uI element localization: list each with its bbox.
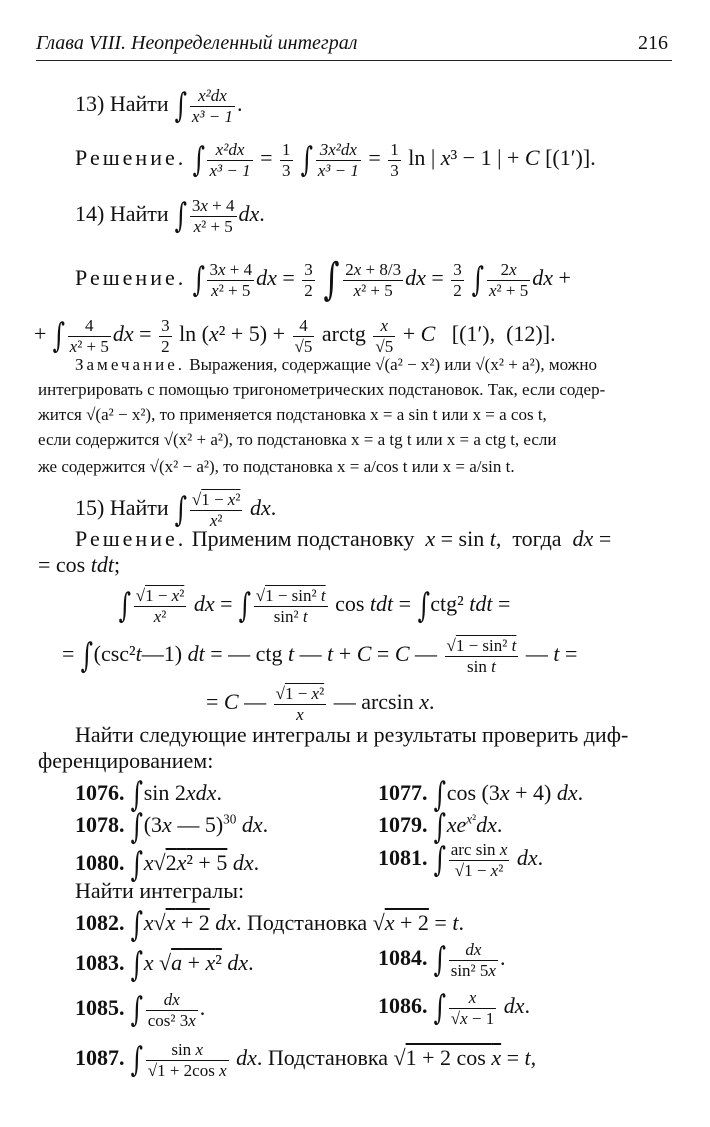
exercise-number: 1081. (378, 845, 428, 871)
chapter-title: Глава VIII. Неопределенный интеграл (36, 32, 358, 54)
remark-label: Замечание. (75, 355, 186, 374)
integral-sign: ∫ (192, 260, 205, 300)
remark-line-3: жится √(a² − x²), то применяется подстановка x = a sin t или x = a cos t, (38, 405, 547, 424)
integral-sign: ∫ (130, 990, 144, 1031)
exercise-1081: 1081. ∫ $\frac{\text{arc sin x}}{\text{√1 − x²}}$ dx. (378, 840, 544, 881)
equation-line-3: = C — $\frac{\text{√1 − x²}}{x}$ — arcsin x. (206, 684, 435, 724)
integral-sign: ∫ (130, 807, 144, 847)
fraction: $\frac{2x}{\text{x² + 5}}$ (488, 259, 529, 300)
integral-sign: ∫ (417, 586, 430, 627)
fraction: $\frac{dx}{\text{sin² 5x}}$ (450, 940, 496, 980)
fraction: $\frac{1}{3}$ (390, 140, 399, 180)
exercise-1087: 1087. ∫ $\frac{\text{sin x}}{\text{√1 + 2cos x}}$ dx. Подстановка √1 + 2 cos x = t, (75, 1040, 537, 1081)
integral-sign: ∫ (238, 586, 252, 627)
problem-14-label: 14) Найти (75, 201, 169, 227)
problem-13-solution: Решение. ∫ $\frac{\text{x²dx}}{\text{x³ − 1}}$ = $\frac{1}{3}$ ∫ $\frac{\text{3x²dx}}{\text{x³ − 1}}$ = $\frac{1}{3}$ ln | x³ − 1 | + C [(1′)]. (75, 140, 596, 181)
integral-sign: ∫ (118, 586, 132, 627)
fraction: $\frac{\text{√1 − x²}}{\text{x²}}$ (191, 490, 241, 530)
integral-sign: ∫ (52, 316, 65, 357)
problem-15: 15) Найти ∫ $\frac{\text{√1 − x²}}{\text{x²}}$ dx. (75, 490, 277, 531)
equation-line-2: = ∫(csc²t—1) dt = — ctg t — t + C = C — $\frac{\text{√1 − sin² t}}{\text{sin t}}$ — t = (62, 636, 578, 677)
exercises-intro-2: ференцированием: (38, 748, 214, 773)
fraction: $\frac{\text{x²dx}}{\text{x³ − 1}}$ (191, 86, 233, 126)
exercise-1084: 1084. ∫ $\frac{dx}{\text{sin² 5x}}$ . (378, 940, 506, 981)
integral-sign: ∫ (174, 86, 188, 127)
exercises-intro-3: Найти интегралы: (75, 878, 245, 903)
solution-label: Решение. (75, 145, 187, 171)
fraction: $\frac{\text{arc sin x}}{\text{√1 − x²}}$ (450, 840, 508, 880)
exercise-number: 1079. (378, 812, 428, 838)
fraction: $\frac{3x + 4}{\text{x² + 5}}$ (209, 259, 253, 300)
exercise-number: 1086. (378, 993, 428, 1019)
integral-sign: ∫ (471, 260, 485, 300)
integral-sign: ∫ (130, 945, 144, 985)
problem-14-solution: Решение. ∫ $\frac{3x + 4}{\text{x² + 5}}$ dx = $\frac{3}{2}$ ∫ $\frac{2x + 8/3}{\text{x² + 5}}$ dx = $\frac{3}{2}$ ∫ $\frac{2x}{\text{x² + 5}}$ dx + (75, 254, 571, 305)
fraction: $\frac{2x + 8/3}{\text{x² + 5}}$ (345, 259, 402, 300)
solution-text: Применим подстановку (191, 526, 415, 551)
solution-label: Решение. (75, 265, 187, 291)
exercise-number: 1085. (75, 995, 125, 1021)
integral-sign: ∫ (192, 140, 205, 181)
remark-line-1 (75, 356, 597, 373)
exercise-1082: 1082. ∫x√x + 2 dx. Подстановка √x + 2 = t. (75, 905, 464, 945)
integral-sign: ∫ (433, 807, 447, 847)
integral-sign: ∫ (130, 845, 144, 885)
fraction: $\frac{4}{√5}$ (294, 316, 313, 356)
exercise-1078: 1078. ∫(3x — 5)$^{30}$ dx. (75, 807, 269, 847)
fraction: $\frac{\text{3x²dx}}{\text{x³ − 1}}$ (317, 140, 359, 180)
exercise-number: 1080. (75, 850, 125, 876)
integral-sign: ∫ (323, 254, 340, 305)
exercise-1083: 1083. ∫x √a + x² dx. (75, 945, 254, 985)
exercise-number: 1078. (75, 812, 125, 838)
exercise-number: 1076. (75, 780, 125, 806)
fraction: $\frac{\text{√1 − sin² t}}{\text{sin t}}$ (446, 636, 517, 676)
running-header (36, 30, 672, 61)
exercise-1077: 1077. ∫cos (3x + 4) dx. (378, 775, 584, 815)
integral-sign: ∫ (433, 940, 447, 981)
integral-sign: ∫ (80, 636, 93, 677)
fraction: $\frac{3}{2}$ (453, 259, 462, 300)
problem-15-label: 15) Найти (75, 495, 169, 521)
integral-sign: ∫ (433, 775, 447, 815)
remark-text: Выражения, содержащие √(a² − x²) или √(x² + a²), можно (189, 355, 598, 374)
remark-line-5: же содержится √(x² − a²), то подстановка x = a/cos t или x = a/sin t. (38, 457, 515, 476)
problem-14: 14) Найти ∫ $\frac{3x + 4}{\text{x² + 5}}$ dx. (75, 196, 265, 237)
solution-text-2: тогда (512, 526, 562, 551)
integral-sign: ∫ (174, 196, 188, 237)
exercise-1079: 1079. $\int xe^{x^2}dx$. (378, 807, 503, 847)
fraction: $\frac{x}{√x - 1}$ (450, 988, 495, 1028)
problem-13: 13) Найти ∫ $\frac{\text{x²dx}}{\text{x³ − 1}}$ . (75, 86, 243, 127)
integral-sign: ∫ (130, 905, 144, 945)
problem-13-label: 13) Найти (75, 91, 169, 117)
problem-15-solution-cont: = cos tdt; (38, 552, 121, 577)
fraction: $\frac{dx}{\text{cos² 3x}}$ (147, 990, 196, 1030)
fraction: $\frac{\text{√1 − sin² t}}{\text{sin² t}}$ (255, 586, 326, 626)
fraction: $\frac{\text{√1 − x²}}{x}$ (275, 684, 325, 724)
integral-sign: ∫ (130, 1040, 144, 1081)
fraction: $\frac{3x + 4}{\text{x² + 5}}$ (191, 196, 235, 236)
problem-14-solution-cont: + ∫ $\frac{4}{\text{x² + 5}}$ dx = $\frac{3}{2}$ ln (x² + 5) + $\frac{4}{√5}$ arctg $\frac{x}{√5}$ + C [(1′), (12)]. (34, 316, 556, 357)
exercise-number: 1082. (75, 910, 125, 936)
exercise-1076: 1076. ∫sin 2xdx. (75, 775, 222, 815)
fraction: $\frac{\text{sin x}}{\text{√1 + 2cos x}}$ (147, 1040, 227, 1080)
fraction: $\frac{\text{√1 − x²}}{\text{x²}}$ (135, 586, 185, 626)
problem-15-solution: Решение. Применим подстановку x = sin t, тогда dx = (75, 526, 612, 551)
solution-label: Решение. (75, 526, 187, 551)
exercise-1086: 1086. ∫ $\frac{x}{√x - 1}$ dx. (378, 988, 530, 1029)
substitution-label: Подстановка (267, 1045, 389, 1071)
integral-sign: ∫ (433, 840, 447, 881)
exercise-1080: 1080. ∫x√2x² + 5 dx. (75, 845, 260, 885)
page-number: 216 (638, 32, 668, 54)
fraction: $\frac{x}{√5}$ (375, 316, 394, 356)
exercise-number: 1077. (378, 780, 428, 806)
fraction: $\frac{\text{x²dx}}{\text{x³ − 1}}$ (209, 140, 251, 180)
remark-line-2: интегрировать с помощью тригонометрических подстановок. Так, если содер- (38, 380, 606, 399)
fraction: $\frac{4}{\text{x² + 5}}$ (69, 316, 109, 356)
fraction: $\frac{1}{3}$ (282, 140, 291, 180)
substitution-label: Подстановка (247, 910, 368, 936)
integral-sign: ∫ (433, 988, 447, 1029)
fraction: $\frac{3}{2}$ (304, 259, 313, 300)
exercise-1085: 1085. ∫ $\frac{dx}{\text{cos² 3x}}$ . (75, 990, 206, 1031)
exercise-number: 1087. (75, 1045, 125, 1071)
exercise-number: 1084. (378, 945, 428, 971)
fraction: $\frac{3}{2}$ (161, 316, 170, 356)
equation-line-1: ∫ $\frac{\text{√1 − x²}}{\text{x²}}$ dx = ∫ $\frac{\text{√1 − sin² t}}{\text{sin² t}}$ cos tdt = ∫ctg² tdt = (118, 586, 511, 627)
integral-sign: ∫ (130, 775, 144, 815)
remark-line-4: если содержится √(x² + a²), то подстановка x = a tg t или x = a ctg t, если (38, 430, 557, 449)
exercises-intro: Найти следующие интегралы и результаты проверить диф- (75, 722, 629, 747)
exercise-number: 1083. (75, 950, 125, 976)
integral-sign: ∫ (174, 490, 188, 531)
integral-sign: ∫ (300, 140, 314, 181)
